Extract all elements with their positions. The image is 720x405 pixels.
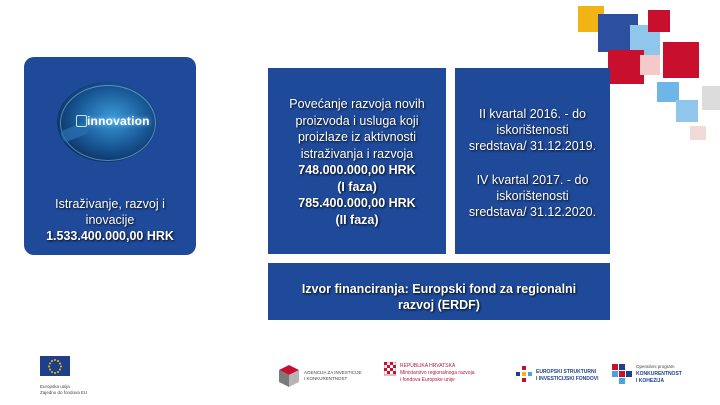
middle-line4: istraživanja i razvoja xyxy=(300,146,414,161)
right-p2-line2: iskorištenosti xyxy=(496,189,569,203)
left-amount: 1.533.400.000,00 HRK xyxy=(46,229,174,243)
op-squares-icon xyxy=(612,364,632,384)
right-p1-line1: II kvartal 2016. - do xyxy=(478,107,586,121)
op-logo xyxy=(612,362,712,396)
middle-line2: proizvoda i usluga koji xyxy=(295,113,419,128)
decor-square xyxy=(663,42,699,78)
decor-square xyxy=(702,86,720,110)
ministry-line2: Ministarstvo regionalnoga razvoja xyxy=(400,370,475,376)
innovation-word: innovation xyxy=(87,114,150,128)
funding-line2: razvoj (ERDF) xyxy=(398,298,480,312)
left-card-text xyxy=(28,196,192,244)
middle-phase1: (I faza) xyxy=(337,179,377,194)
middle-amount2: 785.400.000,00 HRK xyxy=(298,196,416,210)
op-line3: I KOHEZIJA xyxy=(636,378,665,384)
funding-text xyxy=(272,281,606,313)
esif-line1: EUROPSKI STRUKTURNI xyxy=(536,369,597,375)
right-p1-line2: iskorištenosti xyxy=(496,123,569,137)
left-title-line2: inovacije xyxy=(85,213,135,227)
agency-line1: AGENCIJA ZA INVESTICIJE xyxy=(304,370,362,375)
eu-logo xyxy=(40,356,88,400)
middle-line1: Povećanje razvoja novih xyxy=(289,97,425,111)
decor-square xyxy=(648,10,670,32)
esif-star-icon xyxy=(516,366,532,382)
right-p1-line3: sredstava/ 31.12.2019. xyxy=(468,139,597,153)
middle-card-text xyxy=(270,96,444,228)
ministry-line1: REPUBLIKA HRVATSKA xyxy=(400,363,456,369)
croatian-coat-of-arms-icon xyxy=(384,362,396,378)
decor-square xyxy=(657,82,679,102)
right-p2-line3: sredstava/ 31.12.2020. xyxy=(468,205,597,219)
ministry-line3: i fondova Europske unije xyxy=(400,377,455,383)
eu-flag-icon xyxy=(40,356,70,376)
agency-cube-icon xyxy=(278,364,300,388)
middle-amount1: 748.000.000,00 HRK xyxy=(298,163,416,177)
decor-square xyxy=(676,100,698,122)
innovation-image xyxy=(57,82,157,162)
decor-square xyxy=(690,126,706,140)
right-card-text xyxy=(455,106,610,220)
agency-logo xyxy=(278,364,368,394)
agency-line2: I KONKURENTNOST xyxy=(304,376,348,381)
ministry-logo xyxy=(384,360,504,394)
eu-caption1: Europska unija xyxy=(40,384,70,389)
esif-logo xyxy=(516,364,606,394)
op-line1: Operativni program xyxy=(636,364,675,369)
footer-logos xyxy=(0,352,720,405)
left-title-line1: Istraživanje, razvoj i xyxy=(55,197,165,211)
middle-line3: proizlaze iz aktivnosti xyxy=(297,130,417,144)
middle-phase2: (II faza) xyxy=(335,212,379,227)
decor-square xyxy=(640,55,660,75)
op-line2: KONKURENTNOST xyxy=(636,371,682,377)
lightbulb-icon xyxy=(76,115,87,127)
decor-square xyxy=(608,50,644,84)
funding-line1: Izvor financiranja: Europski fond za regionalni xyxy=(301,282,577,296)
right-p2-line1: IV kvartal 2017. - do xyxy=(476,173,589,187)
eu-caption2: Zajedno do fondova EU xyxy=(40,389,88,395)
esif-line2: I INVESTICIJSKI FONDOVI xyxy=(536,376,599,382)
